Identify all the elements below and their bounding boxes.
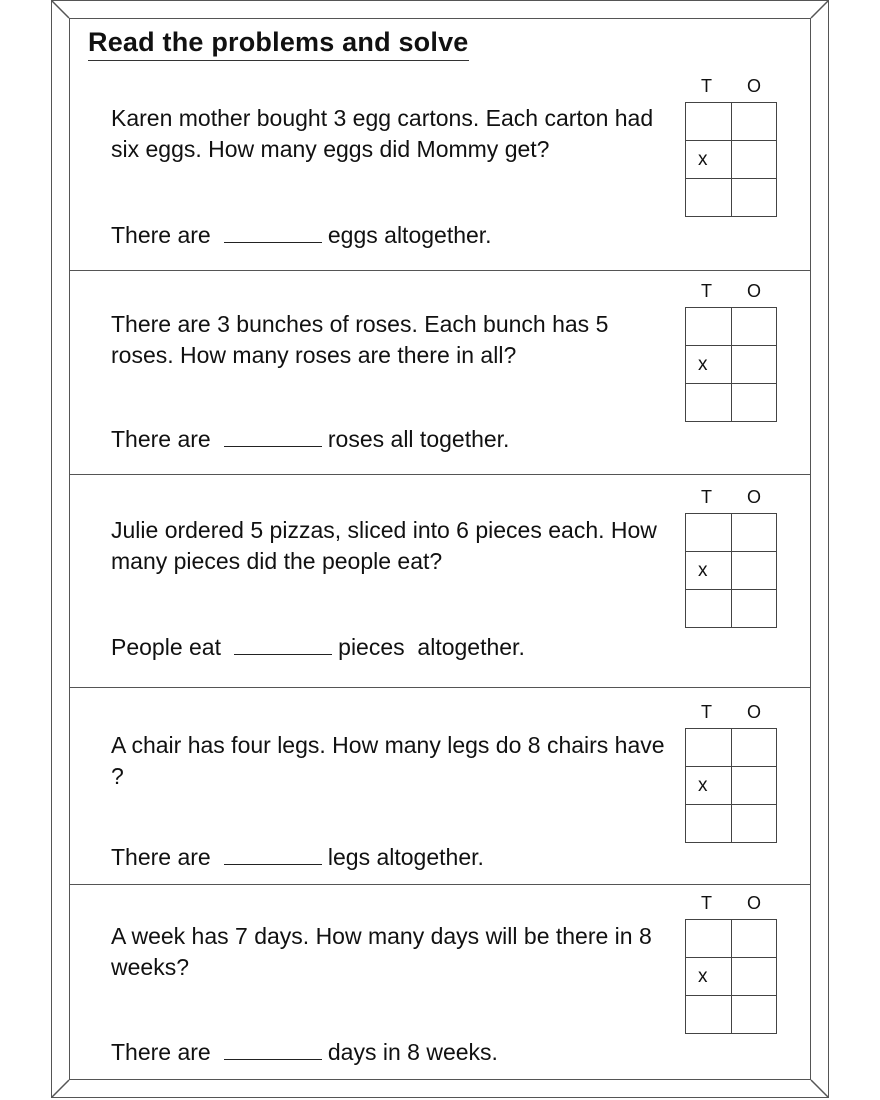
grid-table	[685, 307, 777, 422]
problem-1-tens-ones-grid	[685, 76, 777, 217]
problem-5	[70, 885, 810, 1079]
ones-label: O	[747, 702, 762, 722]
worksheet-panel	[69, 18, 811, 1080]
answer-prefix: There are	[111, 426, 211, 452]
grid-cell[interactable]	[686, 384, 732, 422]
problem-1-answer	[111, 220, 492, 251]
problem-4-answer	[111, 842, 484, 873]
problem-5-answer-blank[interactable]	[224, 1039, 322, 1060]
grid-cell[interactable]	[686, 179, 732, 217]
grid-cell[interactable]	[731, 514, 777, 552]
problem-5-answer	[111, 1037, 498, 1068]
problem-1	[70, 19, 810, 270]
grid-cell[interactable]	[731, 958, 777, 996]
grid-cell[interactable]	[686, 308, 732, 346]
grid-header	[685, 893, 777, 919]
grid-cell[interactable]	[731, 590, 777, 628]
grid-cell[interactable]	[731, 920, 777, 958]
problem-1-question: Karen mother bought 3 egg cartons. Each carton had six eggs. How many eggs did Mommy get?	[111, 105, 654, 162]
answer-suffix: days in 8 weeks.	[327, 1039, 498, 1065]
answer-prefix: There are	[111, 222, 211, 248]
worksheet-title: Read the problems and solve	[88, 27, 469, 61]
answer-suffix: roses all together.	[327, 426, 510, 452]
problem-3-tens-ones-grid	[685, 487, 777, 628]
grid-header	[685, 487, 777, 513]
problem-4-question: A chair has four legs. How many legs do 8 chairs have ?	[111, 732, 665, 789]
answer-prefix: There are	[111, 844, 211, 870]
problem-4-answer-blank[interactable]	[224, 844, 322, 865]
tens-label: T	[701, 76, 712, 96]
tens-label: T	[701, 702, 712, 722]
grid-table	[685, 513, 777, 628]
tens-label: T	[701, 893, 712, 913]
grid-cell[interactable]	[686, 103, 732, 141]
grid-cell[interactable]	[686, 996, 732, 1034]
problem-4-tens-ones-grid	[685, 702, 777, 843]
grid-cell[interactable]	[731, 179, 777, 217]
grid-cell[interactable]	[731, 767, 777, 805]
problem-3-answer-blank[interactable]	[234, 634, 332, 655]
ones-label: O	[747, 487, 762, 507]
grid-table	[685, 102, 777, 217]
grid-cell[interactable]	[731, 805, 777, 843]
answer-prefix: People eat	[111, 634, 221, 660]
ones-label: O	[747, 76, 762, 96]
problem-4	[70, 688, 810, 884]
ones-label: O	[747, 281, 762, 301]
problem-3-answer	[111, 632, 525, 663]
grid-cell[interactable]	[731, 996, 777, 1034]
answer-suffix: pieces altogether.	[338, 634, 525, 660]
ones-label: O	[747, 893, 762, 913]
problem-2-tens-ones-grid	[685, 281, 777, 422]
grid-header	[685, 281, 777, 307]
grid-cell[interactable]	[731, 141, 777, 179]
answer-prefix: There are	[111, 1039, 211, 1065]
problem-2-question: There are 3 bunches of roses. Each bunch has 5 roses. How many roses are there in all?	[111, 311, 609, 368]
tens-label: T	[701, 281, 712, 301]
grid-cell[interactable]	[731, 552, 777, 590]
grid-cell[interactable]	[686, 590, 732, 628]
problem-3-question: Julie ordered 5 pizzas, sliced into 6 pieces each. How many pieces did the people eat?	[111, 517, 657, 574]
problem-5-tens-ones-grid	[685, 893, 777, 1034]
problem-3	[70, 475, 810, 687]
grid-header	[685, 76, 777, 102]
grid-cell[interactable]	[731, 308, 777, 346]
tens-label: T	[701, 487, 712, 507]
grid-header	[685, 702, 777, 728]
grid-cell[interactable]	[731, 729, 777, 767]
multiply-sign: x	[686, 346, 732, 384]
multiply-sign: x	[686, 767, 732, 805]
grid-table	[685, 919, 777, 1034]
multiply-sign: x	[686, 958, 732, 996]
grid-cell[interactable]	[731, 346, 777, 384]
grid-cell[interactable]	[686, 805, 732, 843]
grid-cell[interactable]	[686, 514, 732, 552]
problem-2	[70, 271, 810, 474]
grid-cell[interactable]	[686, 920, 732, 958]
grid-cell[interactable]	[686, 729, 732, 767]
answer-suffix: legs altogether.	[327, 844, 484, 870]
problem-2-answer	[111, 424, 509, 455]
problem-5-question: A week has 7 days. How many days will be there in 8 weeks?	[111, 923, 652, 980]
answer-suffix: eggs altogether.	[327, 222, 492, 248]
grid-cell[interactable]	[731, 103, 777, 141]
grid-table	[685, 728, 777, 843]
problem-2-answer-blank[interactable]	[224, 426, 322, 447]
multiply-sign: x	[686, 552, 732, 590]
multiply-sign: x	[686, 141, 732, 179]
grid-cell[interactable]	[731, 384, 777, 422]
problem-1-answer-blank[interactable]	[224, 222, 322, 243]
